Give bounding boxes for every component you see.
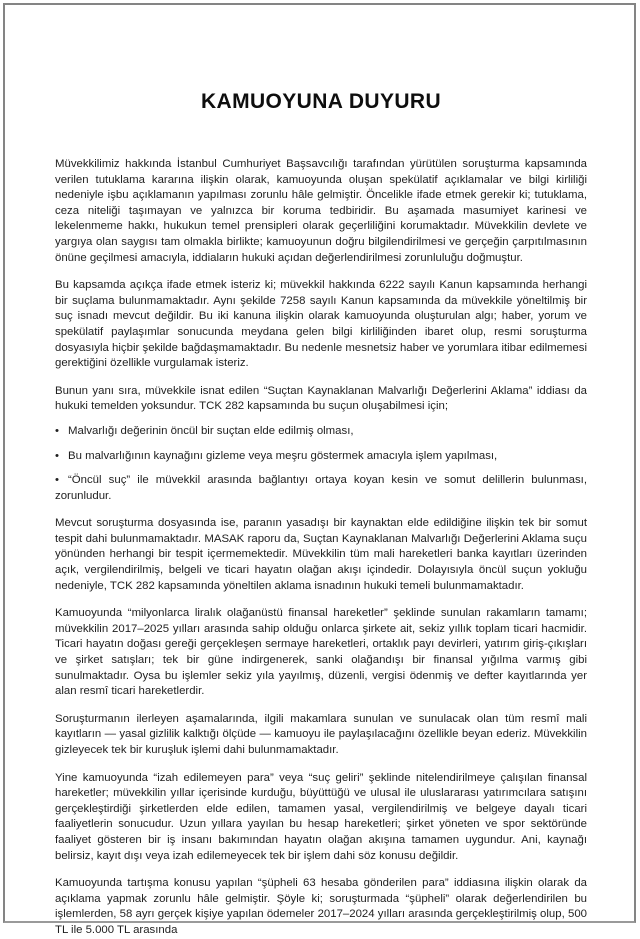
bullet-text-1: Malvarlığı değerinin öncül bir suçtan elde edilmiş olması,	[68, 424, 354, 437]
bullet-icon: •	[55, 474, 59, 487]
bullet-item-1	[55, 424, 587, 440]
document-body	[55, 0, 587, 939]
paragraph-records-disclosure: Soruşturmanın ilerleyen aşamalarında, ilgili makamlara sunulan ve sunulacak olan tüm resmî mali kayıtların — yasal gizlilik kalktığı ölçüde — kamuoyu ile paylaşılacağını özellikle beyan ederiz. Müvekkilin gizleyecek tek bir kuruşluk işlemi dahi bulunmamaktadır.	[55, 712, 587, 756]
paragraph-intro: Müvekkilimiz hakkında İstanbul Cumhuriyet Başsavcılığı tarafından yürütülen soruşturma kapsamında verilen tutuklama kararına ilişkin olarak, kamuoyunda oluşan spekülatif açıklamalar ve bilgi kirliliği nedeniyle işbu açıklamanın yapılması zorunlu hâle gelmiştir. Öncelikle ifade etmek gerekir ki; tutuklama, ceza niteliği taşımayan ve yalnızca bir koruma tedbiridir. Bu aşamada masumiyet karinesi ve lekelenmeme hakkı, hukukun temel prensipleri olarak geçerliliğini korumaktadır. Müvekkilin devlete ve yargıya olan saygısı tam olmakla birlikte; kamuoyunun doğru bilgilendirilmesi ve gerçeğin çarpıtılmasının önüne geçilmesi amacıyla, iddiaların hukuki açıdan değerlendirilmesi zorunluluğu doğmuştur.	[55, 158, 587, 264]
paragraph-financial-volume: Kamuoyunda “milyonlarca liralık olağanüstü finansal hareketler” şeklinde sunulan rakamların tamamı; müvekkilin 2017–2025 yılları arasında sahip olduğu onlarca şirkete ait, sekiz yıllık toplam ticari hacmidir. Ticari hayatın doğası gereği gerçekleşen sermaye hareketleri, ortaklık payı devirleri, yatırım giriş-çıkışları ve şirket satışları; tek bir güne indirgenerek, sanki olağandışı bir finansal yığılma varmış gibi sunulmaktadır. Oysa bu işlemler sekiz yıla yayılmış, düzenli, vergisi ödenmiş ve defter kayıtlarında yer alan resmî ticari hareketlerdir.	[55, 607, 587, 698]
bullet-item-2	[55, 449, 587, 465]
paragraph-tck282-intro: Bunun yanı sıra, müvekkile isnat edilen “Suçtan Kaynaklanan Malvarlığı Değerlerini Aklama” iddiası da hukuki temelden yoksundur. TCK 282 kapsamında bu suçun oluşabilmesi için;	[55, 384, 587, 413]
bullet-icon: •	[55, 449, 59, 462]
bullet-text-2: Bu malvarlığının kaynağını gizleme veya meşru göstermek amacıyla işlem yapılması,	[68, 449, 498, 462]
bullet-item-3	[55, 473, 587, 504]
bullet-icon: •	[55, 424, 59, 437]
paragraph-legal-income: Yine kamuoyunda “izah edilemeyen para” veya “suç geliri” şeklinde nitelendirilmeye çalışılan finansal hareketler; müvekkilin yıllar içerisinde kurduğu, büyüttüğü ve ulusal ile uluslararası yatırımcılara satışını gerçekleştirdiği şirketlerden elde edilen, tamamen yasal, vergilendirilmiş ve belgeye dayalı ticari faaliyetlerin sonucudur. Uzun yıllara yayılan bu hesap hareketleri; şirket yöneten ve spor sektöründe faaliyet gösteren bir iş insanı bakımından hayatın olağan akışına tamamen uygundur. Ani, kaynağı belirsiz, kayıt dışı veya izah edilemeyecek tek bir işlem dahi söz konusu değildir.	[55, 771, 587, 862]
document-title: KAMUOYUNA DUYURU	[200, 90, 442, 113]
paragraph-laws: Bu kapsamda açıkça ifade etmek isteriz ki; müvekkil hakkında 6222 sayılı Kanun kapsamında herhangi bir suçlama bulunmamaktadır. Aynı şekilde 7258 sayılı Kanun kapsamında da müvekkile yöneltilmiş bir suç isnadı mevcut değildir. Bu iki kanuna ilişkin olarak kamuoyunda oluşturulan algı; haber, yorum ve spekülatif paylaşımlar sonucunda meydana gelen bilgi kirliliğinden ibaret olup, resmi soruşturma dosyasıyla hiçbir şekilde bağdaşmamaktadır. Bu nedenle mesnetsiz haber ve yorumlara itibar edilmemesi gerektiğini özellikle vurgulamak isteriz.	[55, 279, 587, 370]
bullet-text-3: “Öncül suç” ile müvekkil arasında bağlantıyı ortaya koyan kesin ve somut delillerin bulunması, zorunludur.	[55, 474, 587, 502]
paragraph-63-accounts: Kamuoyunda tartışma konusu yapılan “şüpheli 63 hesaba gönderilen para” iddiasına ilişkin olarak da açıklama yapmak zorunlu hâle gelmiştir. Şöyle ki; soruşturmada “şüpheli” olarak değerlendirilen bu işlemlerden, 58 ayrı gerçek kişiye yapılan ödemeler 2017–2024 yılları arasında gerçekleştirilmiş olup, 500 TL ile 5.000 TL arasında	[55, 877, 587, 936]
paragraph-masak: Mevcut soruşturma dosyasında ise, paranın yasadışı bir kaynaktan elde edildiğine ilişkin tek bir somut tespit dahi bulunmamaktadır. MASAK raporu da, Suçtan Kaynaklanan Malvarlığı Değerlerini Aklama suçu yönünden herhangi bir tespit içermemektedir. Müvekkilin tüm mali hareketleri banka kayıtları üzerinden açık, vergilendirilmiş, belgeli ve ticari hayatın olağan akışı içindedir. Dolayısıyla öncül suçun yokluğu nedeniyle, TCK 282 kapsamında yöneltilen aklama isnadının hukuki temeli bulunmamaktadır.	[55, 517, 587, 592]
